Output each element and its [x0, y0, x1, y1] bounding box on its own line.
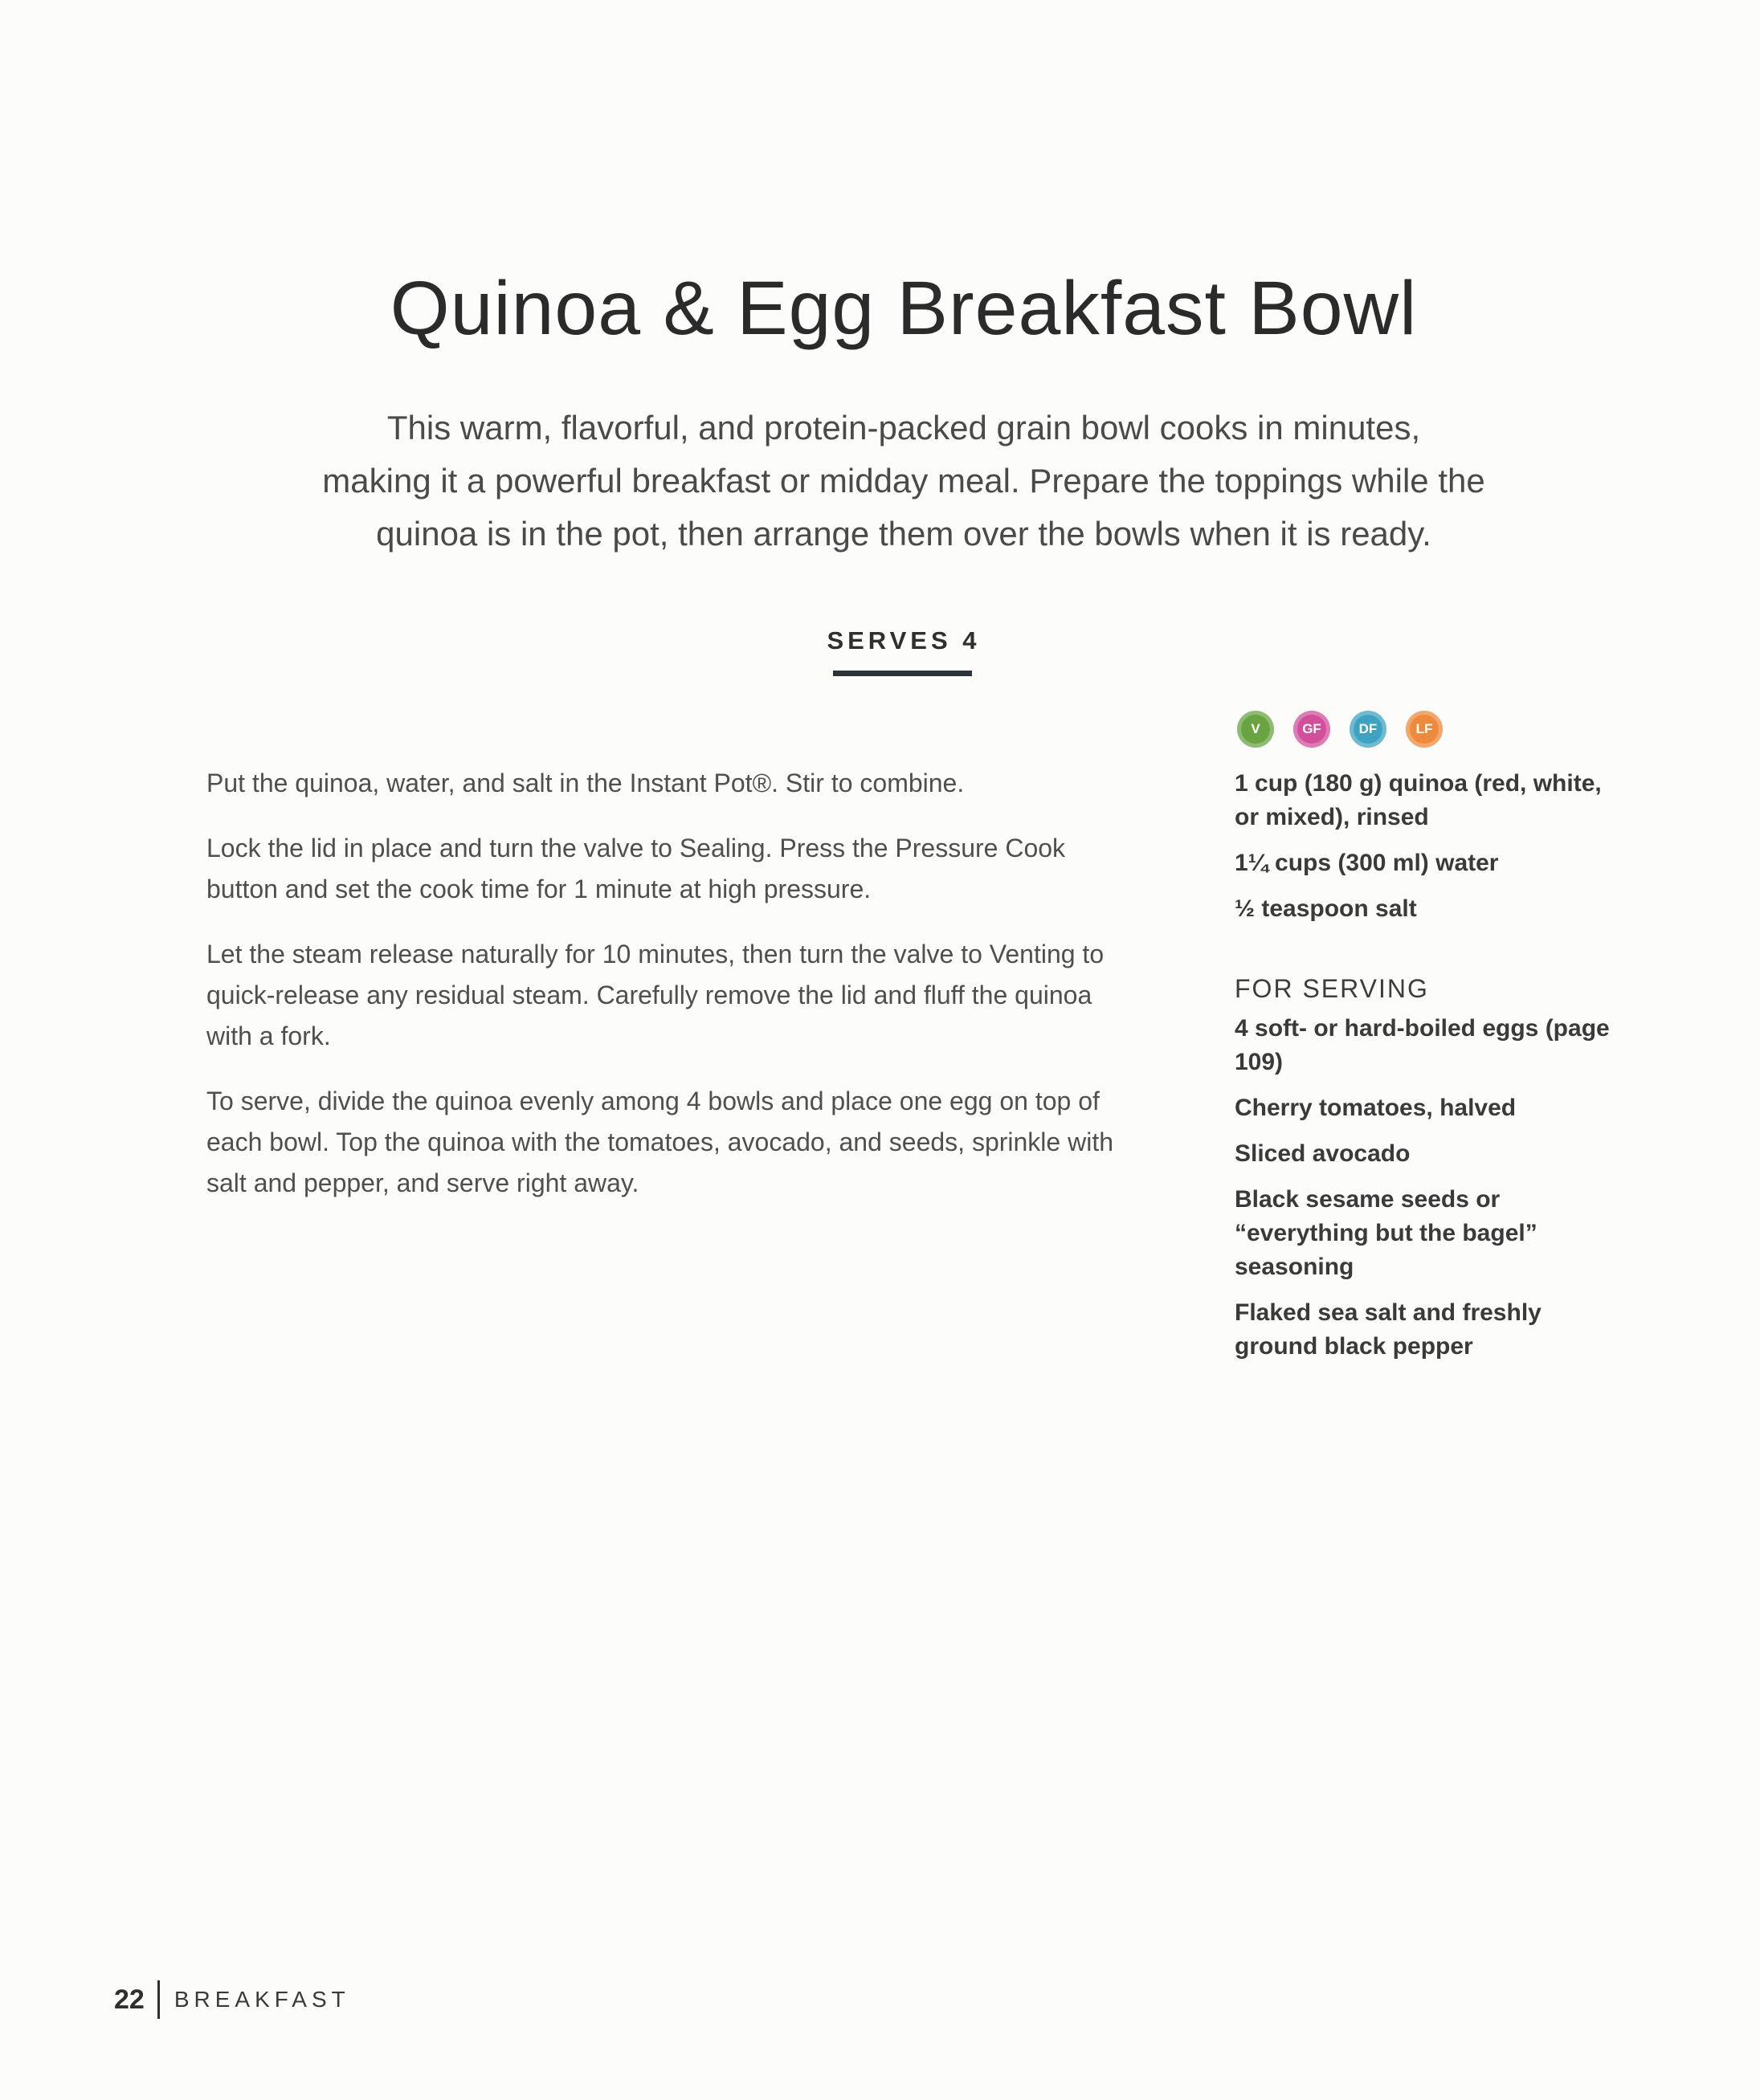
- serving-item: Black sesame seeds or “everything but the bagel” seasoning: [1235, 1186, 1537, 1280]
- ingredient-item: 1 cup (180 g) quinoa (red, white, or mixed), rinsed: [1235, 770, 1602, 830]
- serves-label: SERVES 4: [827, 626, 981, 654]
- ingredient-item: 1¼ cups (300 ml) water: [1235, 850, 1499, 876]
- method-steps: [206, 763, 1138, 1228]
- recipe-title: Quinoa & Egg Breakfast Bowl: [390, 266, 1418, 351]
- dietary-badges: [1237, 711, 1443, 749]
- page-number: 22: [114, 1984, 145, 2015]
- gluten-free-badge-icon: GF: [1293, 711, 1330, 748]
- page-footer: [114, 1980, 350, 2020]
- serves-underline: [833, 671, 972, 676]
- intro-line: This warm, flavorful, and protein-packed grain bowl cooks in minutes,: [386, 409, 1421, 447]
- intro-line: making it a powerful breakfast or midday meal. Prepare the toppings while the: [322, 462, 1485, 500]
- serving-item: Flaked sea salt and freshly ground black pepper: [1235, 1299, 1542, 1360]
- method-step: Lock the lid in place and turn the valve to Sealing. Press the Pressure Cook button and set the cook time for 1 minute at high pressure.: [206, 834, 1066, 903]
- serving-item: Cherry tomatoes, halved: [1235, 1095, 1517, 1121]
- recipe-intro: [201, 402, 1607, 561]
- ingredient-list: [1235, 767, 1620, 1376]
- ingredient-item: ½ teaspoon salt: [1235, 895, 1417, 922]
- intro-line: quinoa is in the pot, then arrange them over the bowls when it is ready.: [376, 515, 1431, 553]
- serving-item: Sliced avocado: [1235, 1140, 1411, 1167]
- footer-divider: [157, 1980, 160, 2019]
- section-name: BREAKFAST: [174, 1987, 350, 2012]
- dairy-free-badge-icon: DF: [1350, 711, 1386, 748]
- low-fodmap-badge-icon: LF: [1406, 711, 1443, 748]
- for-serving-heading: FOR SERVING: [1235, 974, 1429, 1003]
- vegetarian-badge-icon: V: [1237, 711, 1274, 748]
- method-step: Let the steam release naturally for 10 minutes, then turn the valve to Venting to quick-release any residual steam. Carefully remove the lid and fluff the quinoa with a fork.: [206, 940, 1105, 1050]
- method-step: To serve, divide the quinoa evenly among 4 bowls and place one egg on top of each bowl. Top the quinoa with the tomatoes, avocado, and seeds, sprinkle with salt and pepper, and serve right away.: [206, 1087, 1113, 1197]
- method-step: Put the quinoa, water, and salt in the Instant Pot®. Stir to combine.: [206, 769, 965, 797]
- serving-item: 4 soft- or hard-boiled eggs (page 109): [1235, 1015, 1610, 1075]
